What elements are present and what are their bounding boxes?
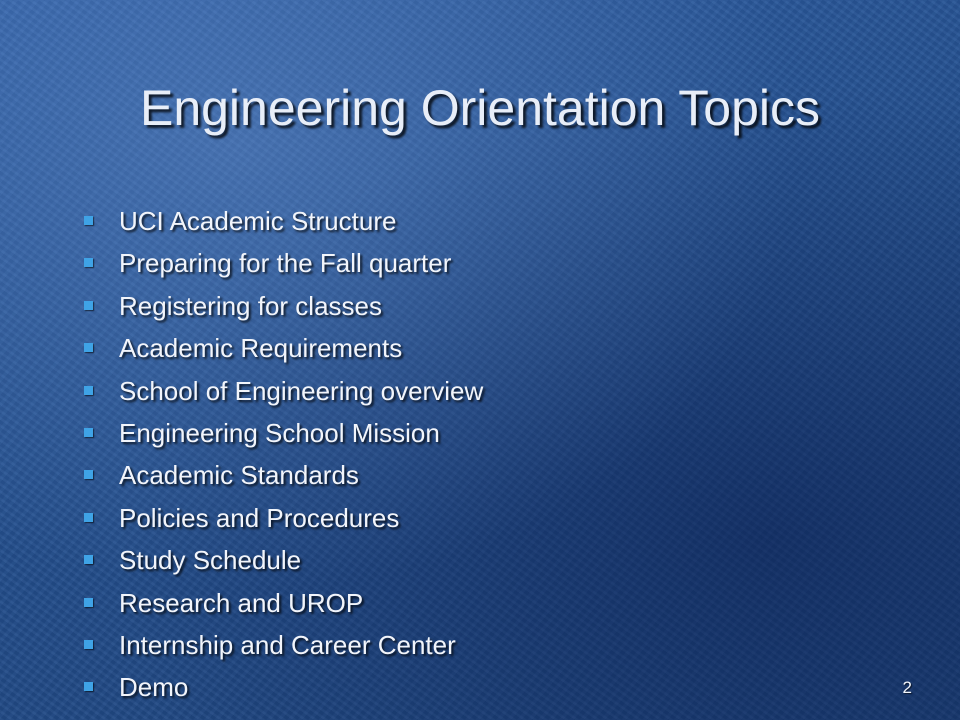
page-number: 2 — [902, 678, 912, 697]
bullet-text: Engineering School Mission — [119, 417, 440, 448]
bullet-text: Demo — [119, 672, 189, 703]
bullet-text: UCI Academic Structure — [119, 206, 397, 236]
square-bullet-icon — [84, 513, 93, 522]
bullet-text: School of Engineering overview — [119, 375, 484, 406]
square-bullet-icon — [84, 343, 93, 352]
square-bullet-icon — [84, 555, 93, 564]
square-bullet-icon — [84, 258, 93, 267]
bullet-text: Policies and Procedures — [119, 502, 400, 533]
square-bullet-icon — [84, 216, 93, 225]
bullet-text: Internship and Career Center — [119, 629, 456, 660]
bullet-text: Preparing for the Fall quarter — [119, 248, 452, 279]
square-bullet-icon — [84, 301, 93, 310]
bullet-text: Research and UROP — [119, 587, 364, 618]
square-bullet-icon — [84, 640, 93, 649]
bullet-text: Academic Standards — [119, 460, 359, 491]
bullet-text: Registering for classes — [119, 290, 382, 321]
square-bullet-icon — [84, 598, 93, 607]
square-bullet-icon — [84, 428, 93, 437]
bullet-text: Academic Requirements — [119, 333, 403, 364]
square-bullet-icon — [84, 386, 93, 395]
square-bullet-icon — [84, 682, 93, 691]
square-bullet-icon — [84, 470, 93, 479]
bullet-text: Study Schedule — [119, 545, 302, 576]
slide-title: Engineering Orientation Topics — [139, 80, 821, 136]
